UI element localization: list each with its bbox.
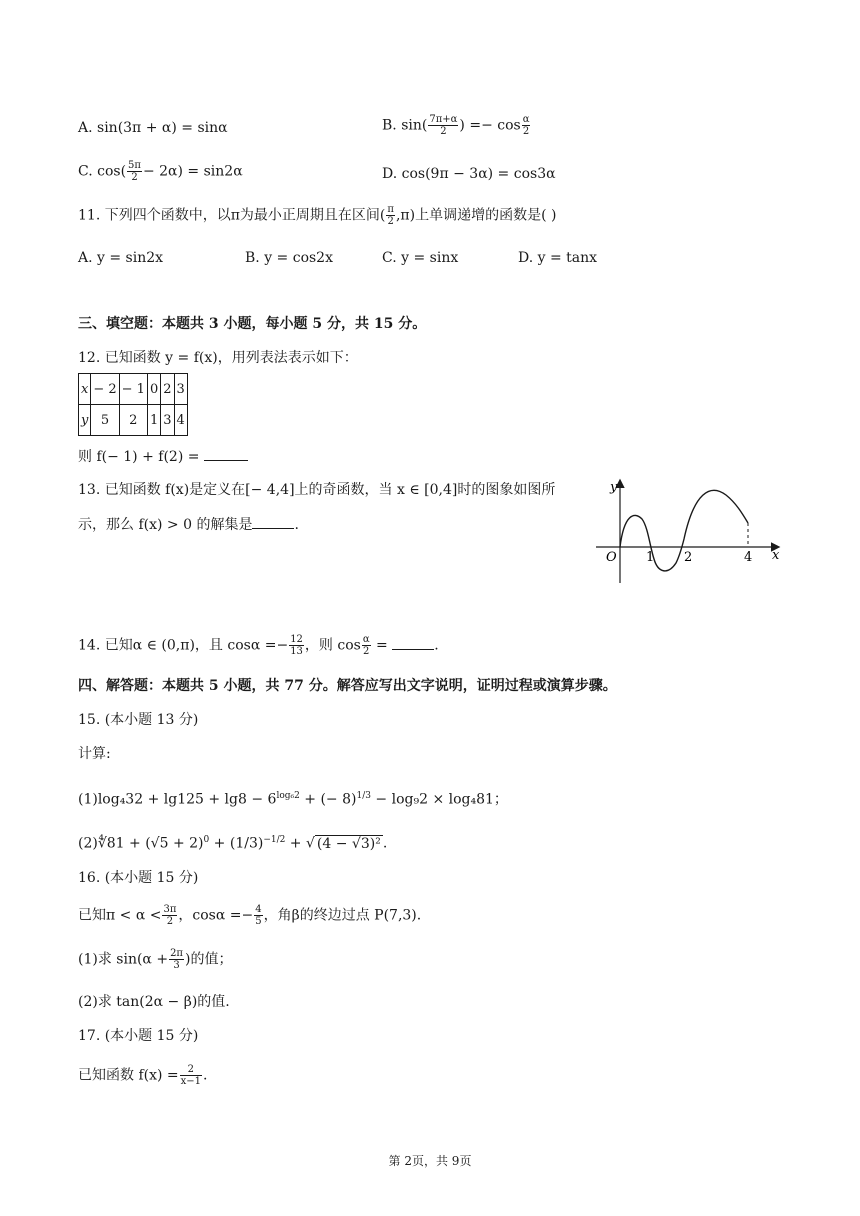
table-cell: − 1	[119, 374, 147, 405]
table-cell: x	[79, 374, 91, 405]
q12-value-table	[78, 373, 188, 436]
y-axis-label: y	[610, 480, 618, 495]
q14-stem: 14. 已知α ∈ (0,π)，且 cosα =− $\frac{12}{13}$ ，则 cos $\frac{\alpha}{2}$ = .	[78, 634, 439, 657]
x-axis-label: x	[772, 548, 780, 563]
table-cell: 2	[161, 374, 174, 405]
q13-line-2: 示，那么 f(x) > 0 的解集是 .	[78, 514, 299, 535]
table-cell: 3	[174, 374, 187, 405]
table-row	[79, 405, 188, 436]
table-cell: y	[79, 405, 91, 436]
q12-ask: 则 f(− 1) + f(2) =	[78, 446, 248, 467]
q17-stem: 已知函数 f(x) = $\frac{2}{x-1}$ .	[78, 1064, 208, 1087]
answer-blank	[252, 514, 294, 529]
q10-option-d: D. cos(9π − 3α) = cos3α	[382, 166, 556, 182]
q16-heading: 16. (本小题 15 分)	[78, 870, 199, 886]
table-cell: 4	[174, 405, 187, 436]
q13-function-graph	[586, 475, 786, 589]
q16-part-2: (2)求 tan(2α − β)的值.	[78, 994, 230, 1010]
table-cell: 0	[147, 374, 160, 405]
answer-blank	[392, 635, 434, 650]
section-3-heading: 三、填空题：本题共 3 小题，每小题 5 分，共 15 分。	[78, 316, 427, 332]
q10-option-b: B. sin( $\frac{7\pi+\alpha}{2}$ ) =− cos $\frac{\alpha}{2}$	[382, 114, 530, 137]
q11-option-c: C. y = sinx	[382, 250, 459, 266]
answer-blank	[204, 446, 248, 461]
q16-stem: 已知π < α < $\frac{3\pi}{2}$ ，cosα =− $\frac{4}{5}$ ，角β的终边过点 P(7,3).	[78, 904, 422, 927]
q11-option-a: A. y = sin2x	[78, 250, 164, 266]
q13-line-1: 13. 已知函数 f(x)是定义在[− 4,4]上的奇函数，当 x ∈ [0,4]时的图象如图所	[78, 482, 556, 498]
table-cell: 5	[91, 405, 119, 436]
table-cell: 1	[147, 405, 160, 436]
q11-option-d: D. y = tanx	[518, 250, 598, 266]
q15-part-2: (2)∜81 + $(√5 + 2)^0 + (1/3)^{-1/2}$ + √ (4 − √3)² .	[78, 835, 388, 852]
q11-option-b: B. y = cos2x	[245, 250, 333, 266]
table-row	[79, 374, 188, 405]
q10-option-c: C. cos( $\frac{5\pi}{2}$ − 2α) = sin2α	[78, 160, 243, 183]
q15-part-1: $(1)\log_432 + \lg 125 + \lg 8 - 6^{log_62}$ + (− 8)$^{1/3}$ − log₉2 × log₄81；	[78, 791, 508, 808]
table-cell: 2	[119, 405, 147, 436]
q11-stem: 11. 下列四个函数中，以π为最小正周期且在区间( $\frac{\pi}{2}$ ,π)上单调递增的函数是( )	[78, 204, 557, 227]
origin-label: O	[606, 550, 617, 565]
tick-label-2: 2	[684, 550, 693, 565]
q15-heading: 15. (本小题 13 分)	[78, 712, 199, 728]
tick-label-1: 1	[646, 550, 655, 565]
q15-calc-label: 计算:	[78, 746, 111, 762]
q10-option-a: A. sin(3π + α) = sinα	[78, 120, 228, 136]
table-cell: − 2	[91, 374, 119, 405]
q17-heading: 17. (本小题 15 分)	[78, 1028, 199, 1044]
section-4-heading: 四、解答题：本题共 5 小题，共 77 分。解答应写出文字说明，证明过程或演算步骤。	[78, 678, 617, 694]
tick-label-4: 4	[744, 550, 753, 565]
table-cell: 3	[161, 405, 174, 436]
q12-stem: 12. 已知函数 y = f(x)，用列表法表示如下：	[78, 350, 358, 366]
page-footer: 第 2页，共 9页	[388, 1154, 472, 1168]
q16-part-1: (1)求 sin(α + $\frac{2\pi}{3}$ )的值；	[78, 948, 233, 971]
